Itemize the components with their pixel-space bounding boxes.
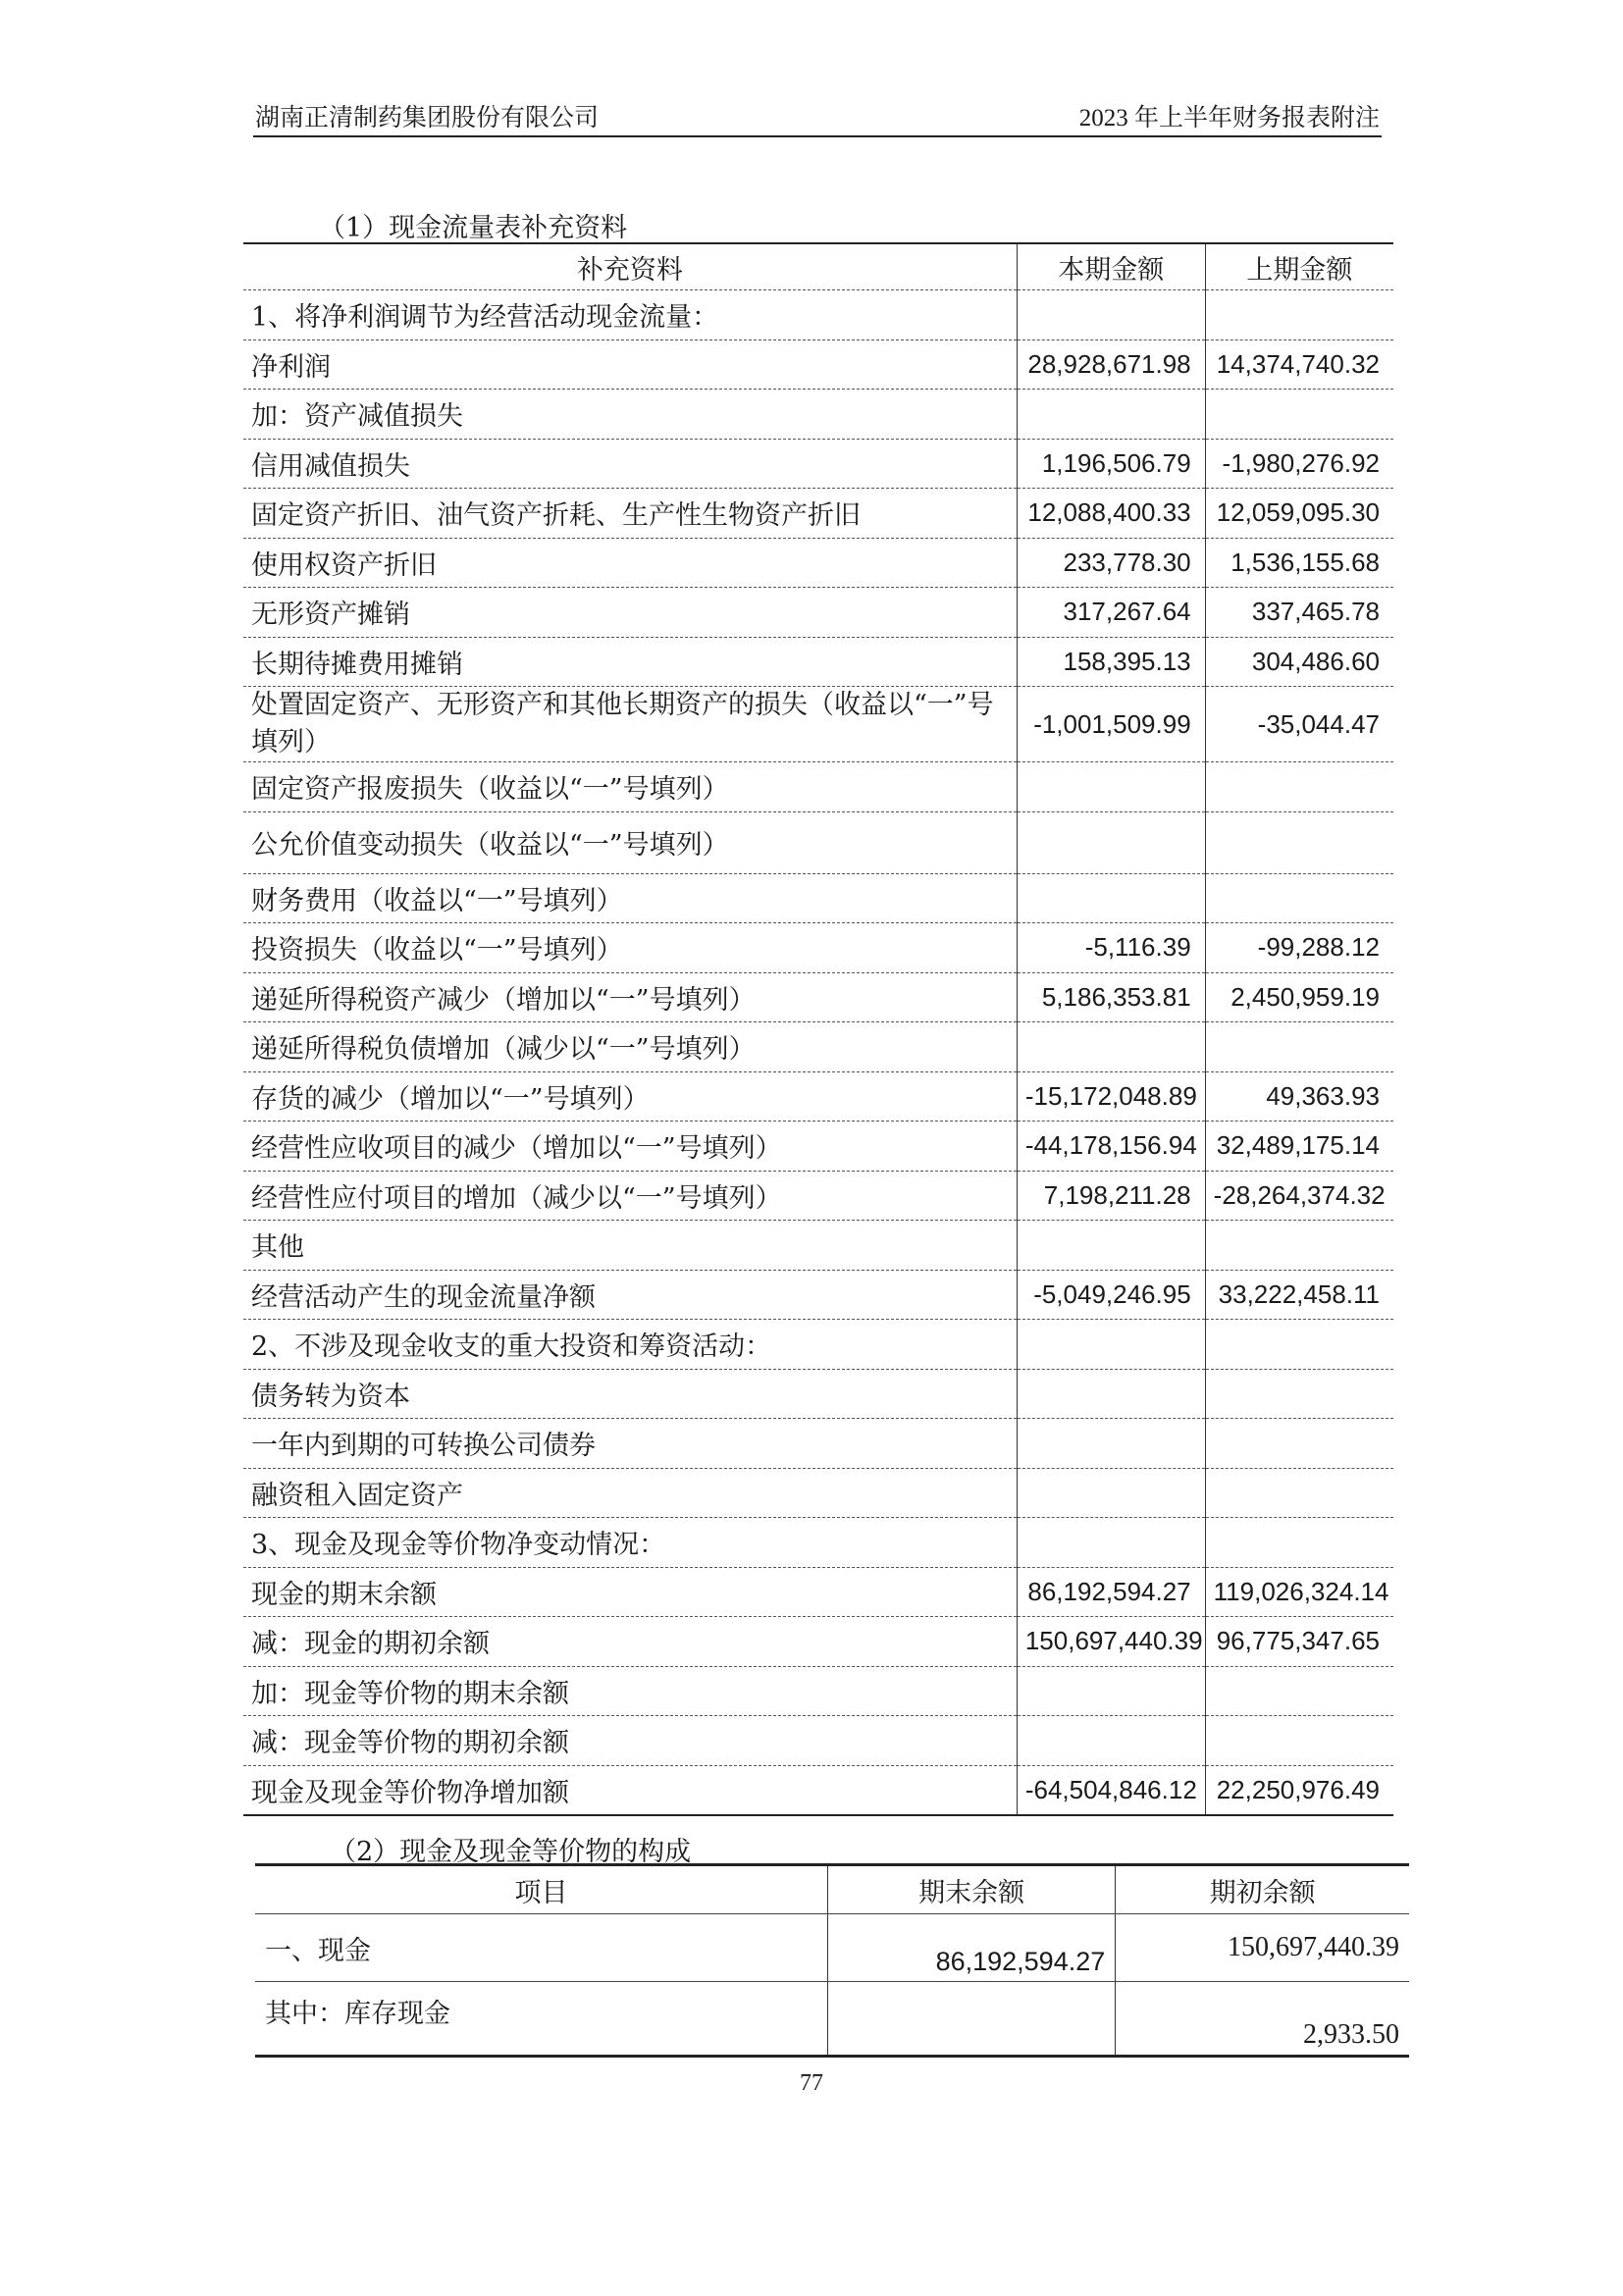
current-amount [1017,1716,1205,1766]
table-row [243,687,1393,762]
prior-amount [1205,290,1393,340]
row-label: 无形资产摊销 [243,588,1017,638]
current-amount: -15,172,048.89 [1017,1071,1205,1122]
table-row [243,1369,1393,1419]
prior-amount [1205,1221,1393,1271]
table-row [243,1171,1393,1221]
table-row [255,1982,1409,2057]
row-label: 经营性应付项目的增加（减少以“一”号填列） [243,1171,1017,1221]
section-title-cash-flow-supplement: （1）现金流量表补充资料 [319,213,628,243]
current-amount [1017,290,1205,340]
table-row [243,1022,1393,1072]
table-row [243,972,1393,1022]
prior-amount: 304,486.60 [1205,637,1393,687]
table-row [243,1071,1393,1122]
ending-balance: 86,192,594.27 [828,1914,1116,1982]
current-amount [1017,762,1205,812]
current-amount: -5,049,246.95 [1017,1270,1205,1320]
table-row [243,1617,1393,1667]
table-row [243,538,1393,588]
row-label: 加：资产减值损失 [243,390,1017,440]
table-row [243,439,1393,489]
column-header: 上期金额 [1205,243,1393,290]
column-header: 期初余额 [1116,1865,1409,1914]
row-label: 处置固定资产、无形资产和其他长期资产的损失（收益以“一”号填列） [243,687,1017,762]
current-amount: 12,088,400.33 [1017,489,1205,539]
current-amount: 150,697,440.39 [1017,1617,1205,1667]
table-row [243,637,1393,687]
prior-amount: 96,775,347.65 [1205,1617,1393,1667]
prior-amount [1205,1022,1393,1072]
prior-amount [1205,762,1393,812]
table-header-row [243,243,1393,290]
prior-amount [1205,1419,1393,1469]
prior-amount: 2,450,959.19 [1205,972,1393,1022]
table-row [243,588,1393,638]
table-row [243,1419,1393,1469]
prior-amount [1205,1369,1393,1419]
page-header [253,98,1382,137]
prior-amount: 33,222,458.11 [1205,1270,1393,1320]
row-label: 2、不涉及现金收支的重大投资和筹资活动： [243,1320,1017,1370]
row-label: 一年内到期的可转换公司债券 [243,1419,1017,1469]
prior-amount [1205,1666,1393,1716]
row-label: 投资损失（收益以“一”号填列） [243,923,1017,973]
table-row [243,1518,1393,1568]
table-row [243,339,1393,390]
report-title: 2023 年上半年财务报表附注 [1078,105,1380,131]
current-amount: 5,186,353.81 [1017,972,1205,1022]
current-amount: 233,778.30 [1017,538,1205,588]
row-label: 现金及现金等价物净增加额 [243,1765,1017,1815]
current-amount [1017,873,1205,923]
table-row [243,1716,1393,1766]
row-label: 3、现金及现金等价物净变动情况： [243,1518,1017,1568]
prior-amount [1205,1716,1393,1766]
row-label: 一、现金 [255,1914,828,1982]
row-label: 信用减值损失 [243,439,1017,489]
row-label: 固定资产报废损失（收益以“一”号填列） [243,762,1017,812]
column-header: 补充资料 [243,243,1017,290]
row-label: 现金的期末余额 [243,1567,1017,1617]
row-label: 债务转为资本 [243,1369,1017,1419]
row-label: 其他 [243,1221,1017,1271]
prior-amount [1205,1468,1393,1518]
prior-amount: -1,980,276.92 [1205,439,1393,489]
row-label: 其中：库存现金 [265,1999,450,2029]
prior-amount [1205,811,1393,873]
table-row [243,1270,1393,1320]
current-amount [1017,1221,1205,1271]
current-amount: 158,395.13 [1017,637,1205,687]
row-label: 公允价值变动损失（收益以“一”号填列） [243,811,1017,873]
table-row [243,873,1393,923]
row-label: 减：现金的期初余额 [243,1617,1017,1667]
prior-amount: 12,059,095.30 [1205,489,1393,539]
table-row [243,762,1393,812]
prior-amount [1205,1518,1393,1568]
current-amount: 86,192,594.27 [1017,1567,1205,1617]
current-amount: 1,196,506.79 [1017,439,1205,489]
current-amount: -1,001,509.99 [1017,687,1205,762]
opening-balance: 150,697,440.39 [1116,1914,1409,1982]
row-label: 使用权资产折旧 [243,538,1017,588]
opening-balance: 2,933.50 [1303,2019,1399,2050]
prior-amount: 32,489,175.14 [1205,1122,1393,1172]
row-label: 财务费用（收益以“一”号填列） [243,873,1017,923]
section-title-cash-composition: （2）现金及现金等价物的构成 [330,1837,692,1867]
current-amount: -5,116.39 [1017,923,1205,973]
prior-amount: 49,363.93 [1205,1071,1393,1122]
table-row [255,1914,1409,1982]
table-row [243,1468,1393,1518]
table-row [243,1567,1393,1617]
current-amount [1017,1468,1205,1518]
row-label: 净利润 [243,339,1017,390]
prior-amount: 1,536,155.68 [1205,538,1393,588]
table-row [243,1765,1393,1815]
prior-amount [1205,1320,1393,1370]
current-amount [1017,390,1205,440]
prior-amount [1205,873,1393,923]
table-row [243,1320,1393,1370]
prior-amount [1205,390,1393,440]
prior-amount: -35,044.47 [1205,687,1393,762]
table-header-row [255,1865,1409,1914]
prior-amount: 337,465.78 [1205,588,1393,638]
current-amount [1017,1022,1205,1072]
current-amount [1017,1419,1205,1469]
current-amount: 28,928,671.98 [1017,339,1205,390]
table-row [243,1122,1393,1172]
current-amount: 317,267.64 [1017,588,1205,638]
table-row [243,1666,1393,1716]
current-amount [1017,1369,1205,1419]
column-header: 期末余额 [828,1865,1116,1914]
row-label: 存货的减少（增加以“一”号填列） [243,1071,1017,1122]
cash-composition-table [255,1863,1409,2058]
row-label: 递延所得税负债增加（减少以“一”号填列） [243,1022,1017,1072]
row-label: 减：现金等价物的期初余额 [243,1716,1017,1766]
prior-amount: 22,250,976.49 [1205,1765,1393,1815]
prior-amount: -99,288.12 [1205,923,1393,973]
column-header: 项目 [255,1865,828,1914]
row-label: 经营活动产生的现金流量净额 [243,1270,1017,1320]
ending-balance [828,1982,1116,2057]
prior-amount: 14,374,740.32 [1205,339,1393,390]
row-label: 递延所得税资产减少（增加以“一”号填列） [243,972,1017,1022]
current-amount: 7,198,211.28 [1017,1171,1205,1221]
table-row [243,811,1393,873]
current-amount [1017,1666,1205,1716]
current-amount: -44,178,156.94 [1017,1122,1205,1172]
table-row [243,390,1393,440]
prior-amount: -28,264,374.32 [1205,1171,1393,1221]
current-amount: -64,504,846.12 [1017,1765,1205,1815]
company-name: 湖南正清制药集团股份有限公司 [255,103,600,131]
cash-flow-supplement-table [243,242,1393,1816]
table-row [243,489,1393,539]
page-number: 77 [800,2070,823,2096]
column-header: 本期金额 [1017,243,1205,290]
row-label: 经营性应收项目的减少（增加以“一”号填列） [243,1122,1017,1172]
row-label: 长期待摊费用摊销 [243,637,1017,687]
row-label: 1、将净利润调节为经营活动现金流量： [243,290,1017,340]
prior-amount: 119,026,324.14 [1205,1567,1393,1617]
table-row [243,1221,1393,1271]
table-row [243,923,1393,973]
table-row [243,290,1393,340]
current-amount [1017,1518,1205,1568]
row-label: 固定资产折旧、油气资产折耗、生产性生物资产折旧 [243,489,1017,539]
current-amount [1017,1320,1205,1370]
current-amount [1017,811,1205,873]
row-label: 融资租入固定资产 [243,1468,1017,1518]
row-label: 加：现金等价物的期末余额 [243,1666,1017,1716]
